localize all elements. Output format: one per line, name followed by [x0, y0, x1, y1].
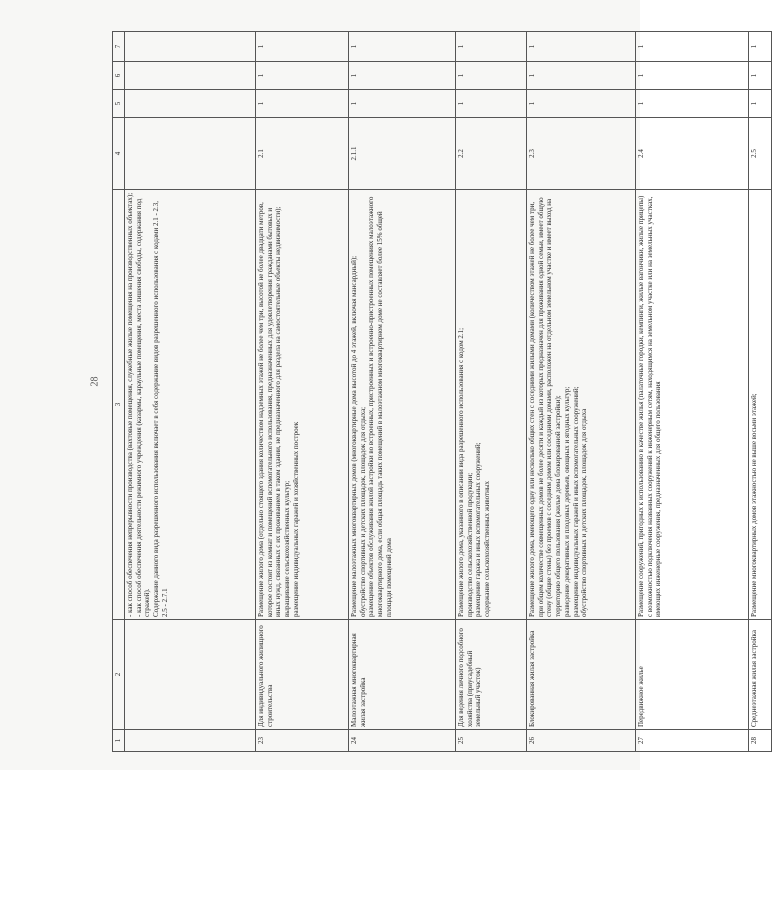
use-code: 2.3: [526, 118, 635, 190]
row-number: 27: [635, 730, 748, 752]
use-name: Блокированная жилая застройка: [526, 620, 635, 730]
description-line: производство сельскохозяйственной продукции;: [465, 472, 474, 617]
header-cell-7: 7: [113, 32, 125, 62]
zone-cell: 1: [748, 90, 771, 118]
description-line: выращивание сельскохозяйственных культур;: [283, 480, 291, 617]
use-description: [526, 190, 635, 620]
description-line: - как способ обеспечения непрерывности производства (вахтовые помещения, служебные жилые помещения на производственных объектах);: [125, 192, 134, 617]
description-line: разведение декоративных и плодовых деревьев, овощных и ягодных культур;: [562, 386, 571, 617]
zone-cell: 1: [348, 62, 455, 90]
use-name: Передвижное жилье: [635, 620, 748, 730]
use-code: 2.2: [455, 118, 526, 190]
use-name: [124, 620, 255, 730]
header-cell-2: 2: [113, 620, 125, 730]
zone-cell: 1: [255, 32, 348, 62]
rotated-table-wrapper: [112, 32, 772, 752]
zone-cell: 1: [526, 32, 635, 62]
description-line: размещение индивидуальных гаражей и иных вспомогательных сооружений;: [571, 386, 580, 617]
use-description: [455, 190, 526, 620]
zone-cell: 1: [455, 32, 526, 62]
description-line: обустройство спортивных и детских площадок, площадок для отдыха;: [358, 406, 367, 617]
row-number: 24: [348, 730, 455, 752]
use-code: 2.4: [635, 118, 748, 190]
use-description: [348, 190, 455, 620]
table-row: [348, 32, 455, 752]
row-number: [124, 730, 255, 752]
zone-cell: 1: [748, 62, 771, 90]
header-cell-6: 6: [113, 62, 125, 90]
table-row: [748, 32, 771, 752]
use-code: [124, 118, 255, 190]
use-name: Малоэтажная многоквартирная жилая застройка: [348, 620, 455, 730]
zone-cell: 1: [348, 32, 455, 62]
table-row: [255, 32, 348, 752]
description-line: обустройство спортивных и детских площадок, площадок для отдыха: [580, 408, 589, 617]
description-line: содержание сельскохозяйственных животных: [483, 480, 491, 617]
header-cell-3: 3: [113, 190, 125, 620]
description-line: Размещение жилого дома, указанного в описании вида разрешенного использования с кодом 2.1;: [456, 327, 465, 617]
zone-cell: 1: [348, 90, 455, 118]
land-use-table: [112, 31, 772, 752]
description-line: размещение индивидуальных гаражей и хозяйственных построек: [291, 421, 300, 617]
zone-cell: 1: [255, 90, 348, 118]
header-cell-1: 1: [113, 730, 125, 752]
header-cell-5: 5: [113, 90, 125, 118]
description-line: размещение гаража и иных вспомогательных сооружений;: [474, 442, 483, 617]
use-name: Среднеэтажная жилая застройка: [748, 620, 771, 730]
zone-cell: 1: [526, 90, 635, 118]
header-cell-4: 4: [113, 118, 125, 190]
zone-cell: 1: [526, 62, 635, 90]
use-name: Для индивидуального жилищного строительства: [255, 620, 348, 730]
header-row: [113, 32, 125, 752]
use-description: [255, 190, 348, 620]
description-line: Размещение жилого дома, имеющего одну или несколько общих стен с соседними жилыми домами (количеством этажей не более чем три, при общем количестве совмещенных домов не более десяти и каждый из которых предназначен для проживания одной семьи, имеет общую стену (общие стены) без проемов с соседним домом или соседними домами, расположен на отдельном земельном участке и имеет выход на территорию общего пользования (жилые дома блокированной застройки);: [527, 197, 562, 617]
zone-cell: [124, 90, 255, 118]
page-number: 28: [89, 376, 101, 387]
use-description: [635, 190, 748, 620]
use-name: Для ведения личного подсобного хозяйства (приусадебный земельный участок): [455, 620, 526, 730]
zone-cell: 1: [455, 90, 526, 118]
zone-cell: [124, 62, 255, 90]
table-row: [455, 32, 526, 752]
description-line: Размещение жилого дома (отдельно стоящего здания количеством надземных этажей не более чем три, высотой не более двадцати метров, которое состоит из комнат и помещений вспомогательного использования, предназначенных для удовлетворения гражданами бытовых и иных нужд, связанных с их проживанием в таком здании, не предназначенного для раздела на самостоятельные объекты недвижимости);: [256, 202, 283, 617]
description-line: Размещение сооружений, пригодных к использованию в качестве жилья (палаточные городки, кемпинги, жилые вагончики, жилые прицепы) с возможностью подключения названных сооружений к инженерным сетям, находящимся на земельном участке или на земельных участках, имеющих инженерные сооружения, предназначенных для общего пользования: [636, 195, 663, 617]
description-line: Содержание данного вида разрешенного использования включает в себя содержание видов разрешенного использования с кодами 2.1 - 2.3, 2.5 - 2.7.1: [152, 200, 169, 617]
zone-cell: 1: [455, 62, 526, 90]
description-line: - как способ обеспечения деятельности режимного учреждения (казармы, караульные помещения, места лишения свободы, содержания под стражей).: [134, 198, 152, 617]
row-number: 25: [455, 730, 526, 752]
zone-cell: 1: [748, 32, 771, 62]
table-row: [635, 32, 748, 752]
description-line: размещение объектов обслуживания жилой застройки во встроенных, пристроенных и встроенно-пристроенных помещениях малоэтажного многоквартирного дома, если общая площадь таких помещений в малоэтажном многоквартирном доме не составляет более 15% общей площади помещений дома: [367, 196, 393, 617]
description-line: Размещение многоквартирных домов этажностью не выше восьми этажей;: [749, 393, 758, 617]
row-number: 28: [748, 730, 771, 752]
use-description: [124, 190, 255, 620]
zone-cell: 1: [635, 90, 748, 118]
zone-cell: [124, 32, 255, 62]
row-number: 26: [526, 730, 635, 752]
table-row: [124, 32, 255, 752]
use-code: 2.1: [255, 118, 348, 190]
row-number: 23: [255, 730, 348, 752]
table-row: [526, 32, 635, 752]
use-code: 2.1.1: [348, 118, 455, 190]
zone-cell: 1: [635, 32, 748, 62]
use-description: [748, 190, 771, 620]
description-line: Размещение малоэтажных многоквартирных домов (многоквартирные дома высотой до 4 этажей, включая мансардный);: [349, 255, 358, 617]
zone-cell: 1: [635, 62, 748, 90]
zone-cell: 1: [255, 62, 348, 90]
use-code: 2.5: [748, 118, 771, 190]
